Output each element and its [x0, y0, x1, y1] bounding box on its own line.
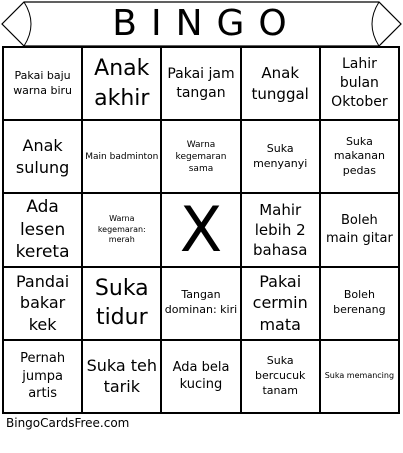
- bingo-cell[interactable]: Suka makanan pedas: [320, 120, 399, 193]
- bingo-cell[interactable]: Lahir bulan Oktober: [320, 47, 399, 120]
- bingo-cell[interactable]: Warna kegemaran sama: [161, 120, 240, 193]
- bingo-cell[interactable]: Main badminton: [82, 120, 161, 193]
- bingo-cell[interactable]: Boleh berenang: [320, 267, 399, 340]
- bingo-cell[interactable]: Pernah jumpa artis: [3, 340, 82, 413]
- bingo-cell[interactable]: Tangan dominan: kiri: [161, 267, 240, 340]
- bingo-title: BINGO: [112, 2, 301, 44]
- bingo-cell[interactable]: Suka tidur: [82, 267, 161, 340]
- bingo-cell[interactable]: Anak sulung: [3, 120, 82, 193]
- bingo-cell[interactable]: Suka memancing: [320, 340, 399, 413]
- bingo-cell[interactable]: Suka teh tarik: [82, 340, 161, 413]
- bingo-cell[interactable]: Anak tunggal: [241, 47, 320, 120]
- bingo-cell[interactable]: Pandai bakar kek: [3, 267, 82, 340]
- footer-site-label: BingoCardsFree.com: [6, 416, 130, 430]
- bingo-cell[interactable]: Suka bercucuk tanam: [241, 340, 320, 413]
- bingo-cell[interactable]: Suka menyanyi: [241, 120, 320, 193]
- free-space-cell[interactable]: X: [161, 193, 240, 266]
- bingo-cell[interactable]: Mahir lebih 2 bahasa: [241, 193, 320, 266]
- bingo-cell[interactable]: Ada lesen kereta: [3, 193, 82, 266]
- bingo-cell[interactable]: Warna kegemaran: merah: [82, 193, 161, 266]
- bingo-cell[interactable]: Pakai cermin mata: [241, 267, 320, 340]
- bingo-cell[interactable]: Pakai jam tangan: [161, 47, 240, 120]
- bingo-cell[interactable]: Boleh main gitar: [320, 193, 399, 266]
- bingo-card-grid: [2, 46, 400, 414]
- bingo-cell[interactable]: Ada bela kucing: [161, 340, 240, 413]
- bingo-cell[interactable]: Anak akhir: [82, 47, 161, 120]
- bingo-cell[interactable]: Pakai baju warna biru: [3, 47, 82, 120]
